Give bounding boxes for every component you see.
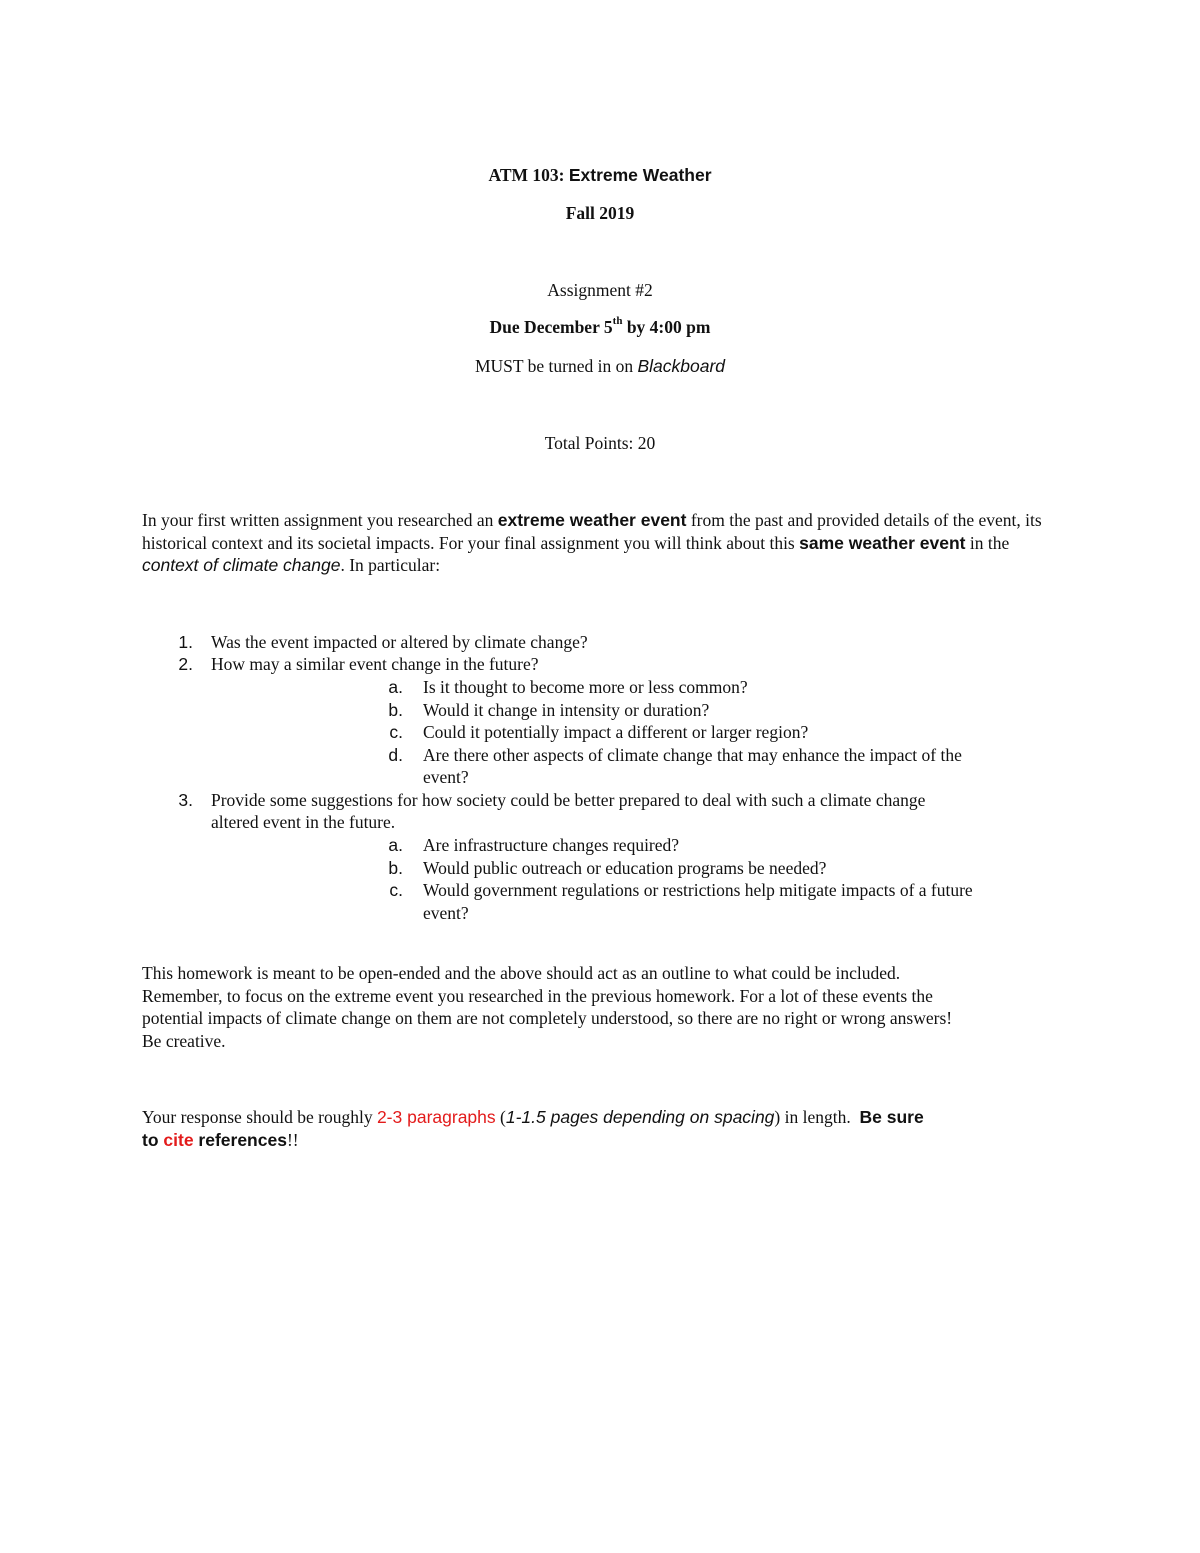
question-number: 2. [178, 654, 193, 674]
sub-question-letter: a. [388, 677, 403, 697]
sub-question-letter: d. [388, 745, 403, 765]
sub-question-text-continued: event? [423, 767, 469, 787]
emphasis-be-sure: Be sure [859, 1107, 924, 1127]
submission-note [0, 355, 1200, 378]
closing-paragraph [142, 962, 1082, 1052]
sub-question-letter: b. [388, 700, 403, 720]
course-name: Extreme Weather [568, 165, 712, 185]
page-requirement: 1-1.5 pages depending on spacing [505, 1107, 775, 1127]
sub-question-text: Would government regulations or restrictions help mitigate impacts of a future [423, 880, 973, 900]
sub-question-text: Are there other aspects of climate change that may enhance the impact of the [423, 745, 962, 765]
sub-question-letter: a. [388, 835, 403, 855]
emphasis-extreme-weather-event: extreme weather event [497, 510, 687, 530]
due-date-superscript: th [612, 315, 623, 328]
sub-question-text: Would it change in intensity or duration? [423, 700, 710, 720]
emphasis-references: references [193, 1129, 287, 1150]
assignment-number: Assignment #2 [547, 280, 653, 300]
intro-paragraph: In your first written assignment you researched an extreme weather event from the past and provided details of the event, its historical context and its societal impacts. For your final assignment you will think about this same weather event in the context of climate change. In particular: [142, 510, 1042, 576]
sub-question-text: Could it potentially impact a different or larger region? [423, 722, 809, 742]
term: Fall 2019 [565, 203, 635, 223]
length-requirement: 2-3 paragraphs [376, 1107, 496, 1127]
question-text: How may a similar event change in the future? [211, 654, 539, 674]
total-points: Total Points: 20 [544, 433, 656, 453]
closing-line: potential impacts of climate change on them are not completely understood, so there are no right or wrong answers! [142, 1008, 953, 1029]
emphasis-climate-change: context of climate change [142, 555, 341, 576]
sub-question-letter: c. [389, 880, 403, 900]
sub-question-letter: b. [388, 858, 403, 878]
sub-question-text-continued: event? [423, 903, 469, 923]
response-line-2: to cite references!! [142, 1129, 299, 1150]
response-paragraph [142, 1106, 1042, 1151]
due-date-suffix: by 4:00 pm [622, 317, 711, 337]
sub-question-text: Is it thought to become more or less common? [423, 677, 748, 697]
closing-line: Be creative. [142, 1030, 226, 1051]
closing-line: This homework is meant to be open-ended and the above should act as an outline to what could be included. [142, 963, 901, 983]
question-text: Provide some suggestions for how society could be better prepared to deal with such a climate change [211, 790, 926, 810]
emphasis-same-weather-event: same weather event [799, 532, 966, 553]
question-number: 3. [178, 790, 193, 810]
question-text-continued: altered event in the future. [211, 812, 396, 832]
submission-prefix: MUST be turned in on [474, 356, 638, 376]
course-code: ATM 103: [488, 165, 565, 185]
sub-question-text: Would public outreach or education programs be needed? [423, 858, 827, 878]
emphasis-cite: cite [163, 1129, 194, 1150]
submission-platform: Blackboard [637, 356, 726, 376]
sub-question-text: Are infrastructure changes required? [423, 835, 680, 855]
question-number: 1. [178, 632, 193, 652]
course-title [0, 164, 1200, 187]
due-date [0, 316, 1200, 339]
question-text: Was the event impacted or altered by climate change? [211, 632, 588, 652]
sub-question-letter: c. [389, 722, 403, 742]
closing-line: Remember, to focus on the extreme event you researched in the previous homework. For a lot of these events the [142, 985, 933, 1006]
due-date-prefix: Due December 5 [489, 317, 613, 337]
response-line-1: Your response should be roughly 2-3 paragraphs (1-1.5 pages depending on spacing) in length. Be sure [142, 1107, 924, 1127]
